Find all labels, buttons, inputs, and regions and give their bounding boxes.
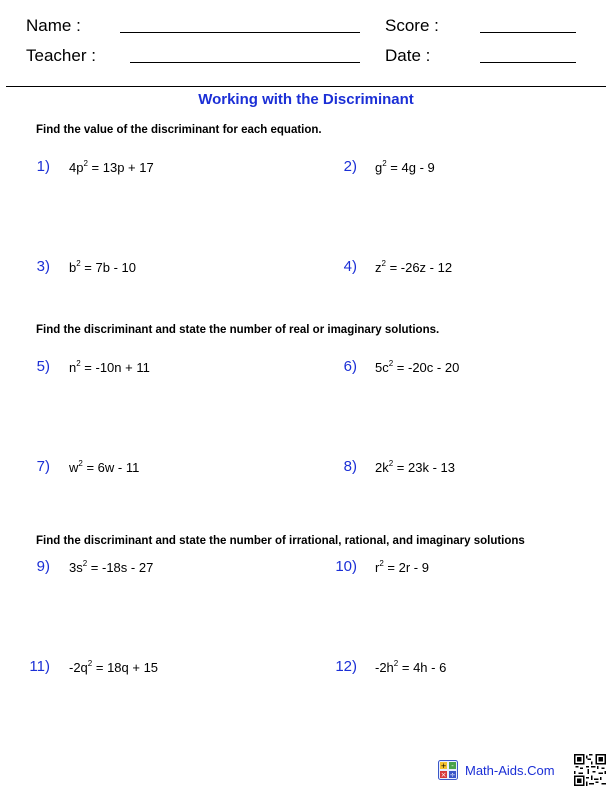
svg-text:-: - [451,762,454,770]
equation: $n^2 = -10n + 11$ [69,359,150,375]
teacher-label: Teacher : [26,46,96,65]
section-1-instruction: Find the value of the discriminant for each equation. [36,124,322,136]
svg-text:÷: ÷ [449,771,456,779]
worksheet-title: Working with the Discriminant [198,91,414,108]
brand-name: Math-Aids.Com [465,763,555,778]
name-field[interactable] [120,32,360,33]
header-divider [6,86,606,87]
section-3-instruction: Find the discriminant and state the number of irrational, rational, and imaginary solutions [36,535,525,547]
problem-number: 11) [29,658,50,675]
score-label: Score : [385,16,439,35]
name-label: Name : [26,16,81,35]
problem-number: 5) [36,358,50,375]
equation: $5c^2 = -20c - 20$ [375,359,460,375]
problem-number: 4) [343,258,357,275]
date-field[interactable] [480,62,576,63]
svg-text:×: × [440,771,447,779]
equation: $3s^2 = -18s - 27$ [69,559,154,575]
svg-text:+: + [440,762,447,770]
equation: $w^2 = 6w - 11$ [69,459,140,475]
problem-number: 3) [36,258,50,275]
problem-number: 6) [343,358,357,375]
problem-number: 9) [36,558,50,575]
calculator-icon [438,760,458,780]
problem-number: 12) [335,658,357,675]
problem-number: 7) [36,458,50,475]
score-field[interactable] [480,32,576,33]
equation: $r^2 = 2r - 9$ [375,559,429,575]
equation: $2k^2 = 23k - 13$ [375,459,455,475]
qr-code-icon [574,754,606,786]
teacher-field[interactable] [130,62,360,63]
problem-number: 2) [343,158,357,175]
problem-number: 1) [36,158,50,175]
problem-number: 8) [343,458,357,475]
equation: $z^2 = -26z - 12$ [375,259,453,275]
equation: $g^2 = 4g - 9$ [375,159,435,175]
equation: $-2q^2 = 18q + 15$ [69,659,159,675]
equation: $4p^2 = 13p + 17$ [69,159,154,175]
section-2-instruction: Find the discriminant and state the number of real or imaginary solutions. [36,324,440,336]
equation: $-2h^2 = 4h - 6$ [375,659,447,675]
problem-number: 10) [335,558,357,575]
date-label: Date : [385,46,431,65]
equation: $b^2 = 7b - 10$ [69,259,136,275]
